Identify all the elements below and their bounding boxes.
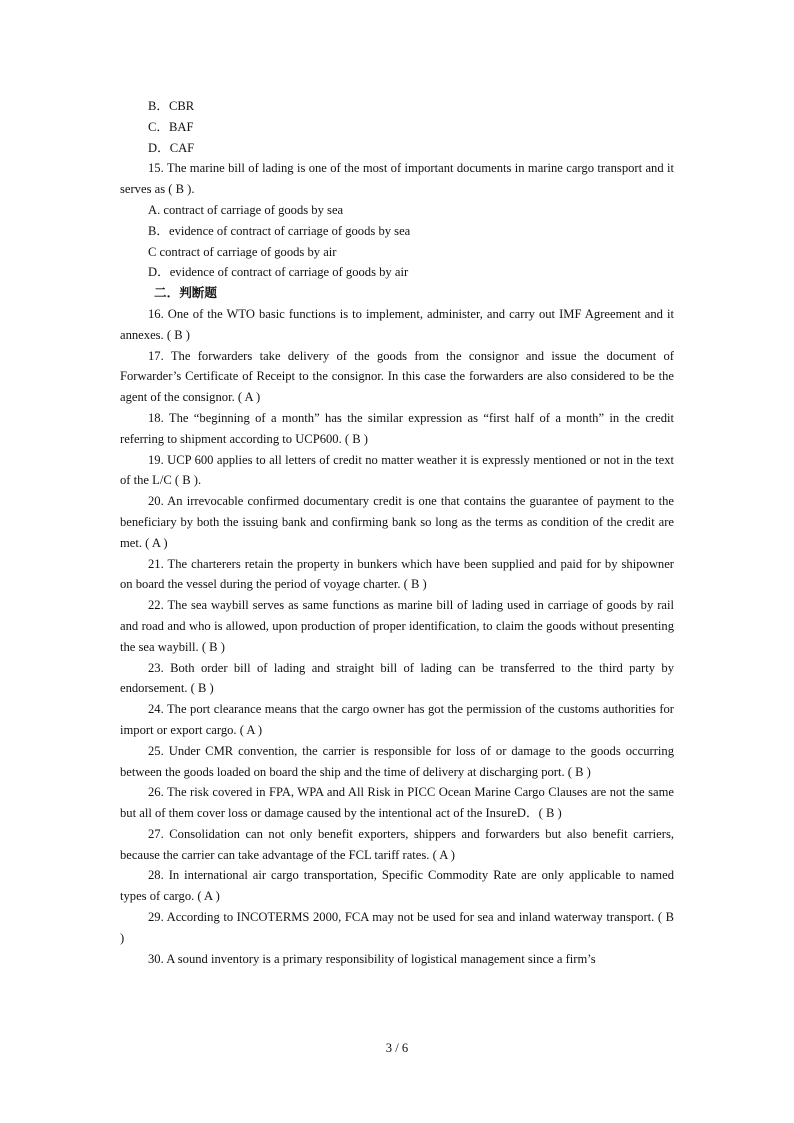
question-19: 19. UCP 600 applies to all letters of credit no matter weather it is expressly mentioned or not in the text of the L/C ( B ). [120,452,674,488]
question-21: 21. The charterers retain the property in bunkers which have been supplied and paid for by shipowner on board the vessel during the period of voyage charter. ( B ) [120,556,674,592]
question-18: 18. The “beginning of a month” has the similar expression as “first half of a month” in the credit referring to shipment according to UCP600. ( B ) [120,410,674,446]
question-25: 25. Under CMR convention, the carrier is responsible for loss of or damage to the goods occurring between the goods loaded on board the ship and the time of delivery at discharging port. ( B ) [120,743,674,779]
q15-option-c: C contract of carriage of goods by air [148,244,337,259]
option-c-baf: C．BAF [148,119,194,134]
option-b-cbr: B．CBR [148,99,195,113]
question-28: 28. In international air cargo transportation, Specific Commodity Rate are only applicable to named types of cargo. ( A ) [120,868,674,904]
question-15: 15. The marine bill of lading is one of the most of important documents in marine cargo transport and it serves as ( B ). [120,161,674,197]
question-27: 27. Consolidation can not only benefit exporters, shippers and forwarders but also benefit carriers, because the carrier can take advantage of the FCL tariff rates. ( A ) [120,826,674,862]
option-d-caf: D．CAF [148,140,195,155]
question-20: 20. An irrevocable confirmed documentary credit is one that contains the guarantee of payment to the beneficiary by both the issuing bank and confirming bank so long as the terms as condition of the credit are met. ( A ) [120,494,674,550]
question-16: 16. One of the WTO basic functions is to implement, administer, and carry out IMF Agreement and it annexes. ( B ) [120,306,674,342]
question-30: 30. A sound inventory is a primary responsibility of logistical management since a firm’s [148,951,596,966]
q15-option-d: D．evidence of contract of carriage of goods by air [148,265,409,280]
document-body [120,96,674,969]
question-29: 29. According to INCOTERMS 2000, FCA may not be used for sea and inland waterway transport. ( B ) [120,910,674,945]
page-number: 3 / 6 [385,1041,409,1055]
question-23: 23. Both order bill of lading and straight bill of lading can be transferred to the third party by endorsement. ( B ) [120,660,674,696]
q15-option-b: B．evidence of contract of carriage of goods by sea [148,223,411,238]
section-heading-true-false: 二．判断题 [154,285,217,301]
question-24: 24. The port clearance means that the cargo owner has got the permission of the customs authorities for import or export cargo. ( A ) [120,702,674,737]
question-26: 26. The risk covered in FPA, WPA and All Risk in PICC Ocean Marine Cargo Clauses are not the same but all of them cover loss or damage caused by the intentional act of the InsureD．( B ) [120,785,674,821]
question-22: 22. The sea waybill serves as same functions as marine bill of lading used in carriage of goods by rail and road and who is allowed, upon production of proper identification, to claim the goods without presenting the sea waybill. ( B ) [120,598,674,654]
question-17: 17. The forwarders take delivery of the goods from the consignor and issue the document of Forwarder’s Certificate of Receipt to the consignor. In this case the forwarders are also considered to be the agent of the consignor. ( A ) [120,348,674,405]
q15-option-a: A. contract of carriage of goods by sea [148,202,344,217]
